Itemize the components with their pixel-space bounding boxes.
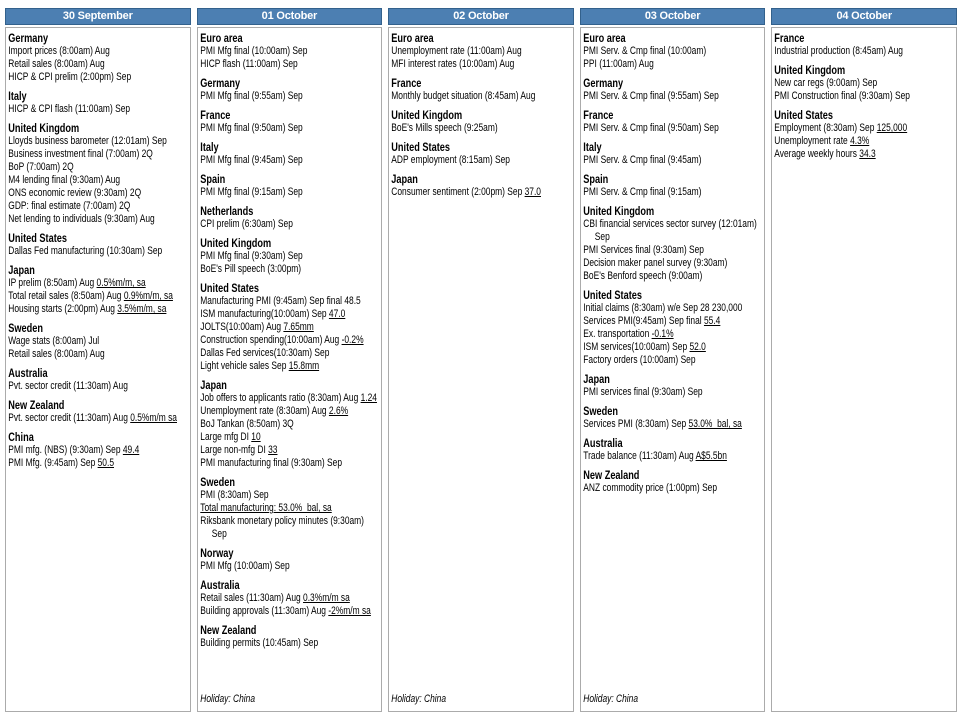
country-section	[200, 199, 380, 231]
country-name: Italy	[199, 140, 219, 154]
column-header-date: 02 October	[388, 8, 574, 25]
event-value: -0.1%	[651, 328, 674, 340]
event-item	[200, 431, 380, 444]
event-item	[200, 308, 380, 321]
country-section	[8, 29, 188, 84]
day-column	[197, 8, 383, 712]
event-text: M4 lending final (9:30am) Aug	[8, 174, 121, 186]
country-section	[8, 226, 188, 258]
event-text: PMI services final (9:30am) Sep	[583, 386, 703, 398]
event-item	[200, 560, 380, 573]
event-item	[583, 270, 763, 283]
event-text: PMI Mfg final (9:55am) Sep	[199, 90, 303, 102]
holiday-note: Holiday: China	[391, 693, 447, 705]
event-item	[200, 90, 380, 103]
event-text: Ex. transportation	[583, 328, 652, 340]
country-section	[391, 103, 571, 135]
event-item	[391, 186, 571, 199]
country-section	[200, 618, 380, 650]
country-name: Australia	[8, 366, 48, 380]
country-name: Euro area	[583, 31, 626, 45]
country-section	[200, 541, 380, 573]
country-name: Japan	[8, 263, 35, 277]
event-item	[775, 135, 955, 148]
event-text: PPI (11:00am) Aug	[583, 58, 654, 70]
event-text: PMI manufacturing final (9:30am) Sep	[199, 457, 342, 469]
event-value: 34.3	[859, 148, 877, 160]
event-text: PMI Mfg final (9:15am) Sep	[199, 186, 303, 198]
country-section	[391, 135, 571, 167]
country-section	[583, 431, 763, 463]
column-content	[389, 28, 573, 711]
event-item	[583, 450, 763, 463]
column-header-date: 04 October	[771, 8, 957, 25]
event-item	[8, 457, 188, 470]
country-name: Euro area	[199, 31, 243, 45]
event-text: Large mfg DI	[199, 431, 251, 443]
event-value: -0.2%	[341, 334, 364, 346]
event-item	[200, 637, 380, 650]
event-text: BoE's Mills speech (9:25am)	[391, 122, 498, 134]
event-text: PMI Serv. & Cmp final (9:45am)	[583, 154, 702, 166]
event-item	[200, 392, 380, 405]
event-value: 1.24	[360, 392, 377, 404]
event-item	[200, 347, 380, 360]
event-item	[8, 348, 188, 361]
country-name: Italy	[8, 89, 27, 103]
event-text: PMI mfg. (NBS) (9:30am) Sep	[8, 444, 123, 456]
country-section	[583, 283, 763, 367]
country-name: United States	[583, 288, 642, 302]
country-name: France	[199, 108, 230, 122]
country-section	[775, 58, 955, 103]
column-body	[771, 27, 957, 712]
column-content	[772, 28, 956, 711]
event-text: ONS economic review (9:30am) 2Q	[8, 187, 142, 199]
column-header-date: 01 October	[197, 8, 383, 25]
country-name: United States	[199, 281, 259, 295]
country-section	[200, 167, 380, 199]
event-text: Unemployment rate	[774, 135, 851, 147]
event-text: Business investment final (7:00am) 2Q	[8, 148, 153, 160]
day-column	[771, 8, 957, 712]
event-text: New car regs (9:00am) Sep	[774, 77, 878, 89]
event-item	[200, 186, 380, 199]
event-item	[8, 290, 188, 303]
event-item	[775, 90, 955, 103]
event-value: 0.5%m/m, sa	[96, 277, 146, 289]
event-value: Total manufacturing: 53.0% bal, sa	[199, 502, 332, 514]
country-section	[775, 103, 955, 161]
country-name: United Kingdom	[199, 236, 271, 250]
event-item	[200, 515, 380, 541]
event-text: PMI Mfg (10:00am) Sep	[199, 560, 290, 572]
event-text: JOLTS(10:00am) Aug	[199, 321, 283, 333]
event-value: 0.9%m/m, sa	[123, 290, 173, 302]
country-section	[200, 470, 380, 541]
country-section	[775, 29, 955, 58]
event-item	[8, 444, 188, 457]
event-text: BoE's Pill speech (3:00pm)	[199, 263, 301, 275]
country-name: China	[8, 430, 34, 444]
event-text: Lloyds business barometer (12:01am) Sep	[8, 135, 167, 147]
country-section	[8, 393, 188, 425]
event-item	[200, 418, 380, 431]
country-name: Netherlands	[199, 204, 253, 218]
event-text: Pvt. sector credit (11:30am) Aug	[8, 412, 131, 424]
event-text: Initial claims (8:30am) w/e Sep 28 230,000	[583, 302, 743, 314]
event-text: Factory orders (10:00am) Sep	[583, 354, 696, 366]
country-name: Germany	[199, 76, 240, 90]
country-name: France	[391, 76, 422, 90]
country-name: United States	[8, 231, 67, 245]
event-text: PMI Services final (9:30am) Sep	[583, 244, 704, 256]
event-item	[8, 277, 188, 290]
event-text: Industrial production (8:45am) Aug	[774, 45, 904, 57]
day-column	[5, 8, 191, 712]
event-item	[391, 90, 571, 103]
event-value: 33	[267, 444, 278, 456]
event-value: 55.4	[703, 315, 721, 327]
event-item	[583, 482, 763, 495]
column-body	[580, 27, 766, 712]
event-item	[200, 122, 380, 135]
event-item	[200, 218, 380, 231]
holiday-note: Holiday: China	[199, 693, 255, 705]
event-item	[8, 45, 188, 58]
event-item	[8, 200, 188, 213]
country-name: New Zealand	[8, 398, 65, 412]
event-item	[583, 302, 763, 315]
country-section	[200, 231, 380, 276]
event-text: MFI interest rates (10:00am) Aug	[391, 58, 515, 70]
event-value: 0.5%m/m sa	[130, 412, 177, 424]
country-name: Sweden	[199, 475, 235, 489]
column-header-date: 03 October	[580, 8, 766, 25]
event-item	[200, 502, 380, 515]
event-value: -2%m/m sa	[327, 605, 371, 617]
event-item	[583, 122, 763, 135]
event-item	[200, 250, 380, 263]
event-item	[200, 457, 380, 470]
event-text: ANZ commodity price (1:00pm) Sep	[583, 482, 717, 494]
event-item	[200, 334, 380, 347]
event-item	[200, 154, 380, 167]
event-item	[200, 592, 380, 605]
country-name: Norway	[199, 546, 234, 560]
event-item	[391, 154, 571, 167]
country-section	[8, 361, 188, 393]
country-name: United States	[774, 108, 834, 122]
event-item	[8, 103, 188, 116]
event-value: 37.0	[524, 186, 542, 198]
event-value: 2.6%	[328, 405, 348, 417]
event-item	[8, 135, 188, 148]
event-text: PMI Serv. & Cmp final (9:15am)	[583, 186, 702, 198]
event-text: PMI Mfg final (9:30am) Sep	[199, 250, 303, 262]
event-text: Consumer sentiment (2:00pm) Sep	[391, 186, 525, 198]
event-text: Average weekly hours	[774, 148, 860, 160]
event-item	[391, 45, 571, 58]
event-item	[775, 122, 955, 135]
event-text: CPI prelim (6:30am) Sep	[199, 218, 293, 230]
country-name: New Zealand	[199, 623, 257, 637]
event-item	[200, 45, 380, 58]
country-section	[583, 463, 763, 495]
event-item	[583, 154, 763, 167]
column-body	[197, 27, 383, 712]
event-item	[583, 58, 763, 71]
event-item	[391, 58, 571, 71]
country-section	[200, 276, 380, 373]
country-section	[200, 103, 380, 135]
country-name: Japan	[199, 378, 227, 392]
event-text: Dallas Fed manufacturing (10:30am) Sep	[8, 245, 163, 257]
event-text: PMI Mfg final (9:45am) Sep	[199, 154, 303, 166]
event-item	[200, 360, 380, 373]
event-text: Dallas Fed services(10:30am) Sep	[199, 347, 329, 359]
country-name: Australia	[199, 578, 240, 592]
event-text: Services PMI (8:30am) Sep	[583, 418, 689, 430]
event-text: PMI Mfg final (10:00am) Sep	[199, 45, 308, 57]
event-item	[583, 328, 763, 341]
event-text: HICP flash (11:00am) Sep	[199, 58, 298, 70]
column-content	[6, 28, 190, 711]
event-text: PMI Construction final (9:30am) Sep	[774, 90, 911, 102]
country-name: Spain	[199, 172, 225, 186]
country-section	[8, 425, 188, 470]
event-text: Building permits (10:45am) Sep	[199, 637, 318, 649]
country-name: Japan	[583, 372, 610, 386]
event-value: 0.3%m/m sa	[302, 592, 350, 604]
country-section	[391, 29, 571, 71]
event-value: 47.0	[328, 308, 345, 320]
event-text: Housing starts (2:00pm) Aug	[8, 303, 118, 315]
event-text: Manufacturing PMI (9:45am) Sep final 48.5	[199, 295, 361, 307]
event-value: 49.4	[122, 444, 140, 456]
column-content	[198, 28, 382, 711]
event-text: PMI Serv. & Cmp final (10:00am)	[583, 45, 706, 57]
event-text: IP prelim (8:50am) Aug	[8, 277, 97, 289]
country-name: Italy	[583, 140, 602, 154]
event-text: HICP & CPI flash (11:00am) Sep	[8, 103, 131, 115]
event-value: 3.5%m/m, sa	[117, 303, 167, 315]
event-text: HICP & CPI prelim (2:00pm) Sep	[8, 71, 132, 83]
event-text: Construction spending(10:00am) Aug	[199, 334, 342, 346]
event-text: Unemployment rate (8:30am) Aug	[199, 405, 329, 417]
event-text: Services PMI(9:45am) Sep final	[583, 315, 704, 327]
event-item	[200, 58, 380, 71]
event-item	[583, 354, 763, 367]
event-text: Riksbank monetary policy minutes (9:30am) Sep	[199, 515, 366, 540]
event-text: CBI financial services sector survey (12:01am) Sep	[583, 218, 759, 243]
event-value: 52.0	[689, 341, 706, 353]
column-body	[388, 27, 574, 712]
event-text: BoP (7:00am) 2Q	[8, 161, 74, 173]
column-header-date: 30 September	[5, 8, 191, 25]
country-section	[583, 199, 763, 283]
country-section	[200, 373, 380, 470]
country-section	[200, 71, 380, 103]
country-name: United Kingdom	[774, 63, 846, 77]
country-name: United Kingdom	[391, 108, 463, 122]
country-name: Sweden	[583, 404, 618, 418]
event-item	[583, 45, 763, 58]
event-item	[200, 263, 380, 276]
country-section	[583, 135, 763, 167]
country-section	[583, 399, 763, 431]
event-text: Net lending to individuals (9:30am) Aug	[8, 213, 155, 225]
event-item	[8, 380, 188, 393]
event-item	[200, 405, 380, 418]
event-item	[8, 71, 188, 84]
event-text: PMI Serv. & Cmp final (9:55am) Sep	[583, 90, 719, 102]
country-name: Germany	[8, 31, 49, 45]
event-text: Wage stats (8:00am) Jul	[8, 335, 100, 347]
event-text: Retail sales (8:00am) Aug	[8, 348, 105, 360]
country-name: Sweden	[8, 321, 43, 335]
event-text: ADP employment (8:15am) Sep	[391, 154, 511, 166]
event-text: GDP: final estimate (7:00am) 2Q	[8, 200, 131, 212]
event-value: 125,000	[877, 122, 908, 134]
holiday-note: Holiday: China	[583, 693, 638, 705]
country-section	[8, 316, 188, 361]
event-text: Decision maker panel survey (9:30am)	[583, 257, 728, 269]
event-text: Retail sales (8:00am) Aug	[8, 58, 105, 70]
event-item	[200, 321, 380, 334]
event-item	[8, 213, 188, 226]
event-text: PMI Serv. & Cmp final (9:50am) Sep	[583, 122, 719, 134]
event-text: Unemployment rate (11:00am) Aug	[391, 45, 522, 57]
event-item	[200, 295, 380, 308]
event-text: Large non-mfg DI	[199, 444, 268, 456]
country-section	[583, 367, 763, 399]
event-value: 15.8mm	[288, 360, 319, 372]
country-section	[391, 167, 571, 199]
event-item	[775, 45, 955, 58]
country-name: New Zealand	[583, 468, 640, 482]
country-section	[583, 103, 763, 135]
event-item	[8, 187, 188, 200]
event-text: PMI (8:30am) Sep	[199, 489, 269, 501]
event-value: 10	[250, 431, 261, 443]
event-item	[775, 148, 955, 161]
country-name: France	[583, 108, 614, 122]
event-item	[200, 444, 380, 457]
event-item	[8, 58, 188, 71]
event-text: Light vehicle sales Sep	[199, 360, 289, 372]
country-name: Japan	[391, 172, 419, 186]
event-text: BoJ Tankan (8:50am) 3Q	[199, 418, 294, 430]
event-text: PMI Mfg final (9:50am) Sep	[199, 122, 303, 134]
country-name: United Kingdom	[583, 204, 654, 218]
event-item	[583, 257, 763, 270]
event-item	[583, 244, 763, 257]
event-text: Import prices (8:00am) Aug	[8, 45, 110, 57]
event-text: Employment (8:30am) Sep	[774, 122, 878, 134]
event-value: 50.5	[97, 457, 115, 469]
country-section	[391, 71, 571, 103]
event-item	[583, 386, 763, 399]
event-item	[583, 341, 763, 354]
country-name: United States	[391, 140, 451, 154]
event-item	[200, 489, 380, 502]
event-text: Job offers to applicants ratio (8:30am) Aug	[199, 392, 361, 404]
event-text: Building approvals (11:30am) Aug	[199, 605, 328, 617]
event-text: Monthly budget situation (8:45am) Aug	[391, 90, 536, 102]
country-name: Spain	[583, 172, 609, 186]
event-item	[8, 335, 188, 348]
column-content	[581, 28, 765, 711]
day-column	[580, 8, 766, 712]
event-item	[8, 303, 188, 316]
country-section	[583, 71, 763, 103]
country-section	[8, 84, 188, 116]
event-item	[583, 186, 763, 199]
country-name: Australia	[583, 436, 623, 450]
event-item	[583, 418, 763, 431]
country-section	[200, 29, 380, 71]
country-section	[200, 573, 380, 618]
event-text: ISM manufacturing(10:00am) Sep	[199, 308, 329, 320]
event-text: BoE's Benford speech (9:00am)	[583, 270, 703, 282]
country-section	[583, 29, 763, 71]
event-item	[583, 315, 763, 328]
country-name: United Kingdom	[8, 121, 80, 135]
event-value: 53.0% bal, sa	[688, 418, 742, 430]
event-item	[8, 412, 188, 425]
event-value: 4.3%	[850, 135, 870, 147]
event-item	[775, 77, 955, 90]
event-text: PMI Mfg. (9:45am) Sep	[8, 457, 98, 469]
event-text: Trade balance (11:30am) Aug	[583, 450, 696, 462]
column-body	[5, 27, 191, 712]
country-section	[8, 116, 188, 226]
day-column	[388, 8, 574, 712]
event-item	[200, 605, 380, 618]
event-item	[8, 245, 188, 258]
event-text: Retail sales (11:30am) Aug	[199, 592, 303, 604]
event-text: Total retail sales (8:50am) Aug	[8, 290, 124, 302]
event-value: 7.65mm	[282, 321, 314, 333]
event-item	[8, 161, 188, 174]
event-item	[391, 122, 571, 135]
event-value: A$5.5bn	[695, 450, 727, 462]
event-text: Pvt. sector credit (11:30am) Aug	[8, 380, 128, 392]
country-section	[200, 135, 380, 167]
event-item	[583, 218, 763, 244]
country-section	[583, 167, 763, 199]
country-name: Euro area	[391, 31, 434, 45]
country-name: France	[774, 31, 805, 45]
event-item	[583, 90, 763, 103]
country-name: Germany	[583, 76, 623, 90]
event-item	[8, 174, 188, 187]
country-section	[8, 258, 188, 316]
event-text: ISM services(10:00am) Sep	[583, 341, 690, 353]
event-item	[8, 148, 188, 161]
